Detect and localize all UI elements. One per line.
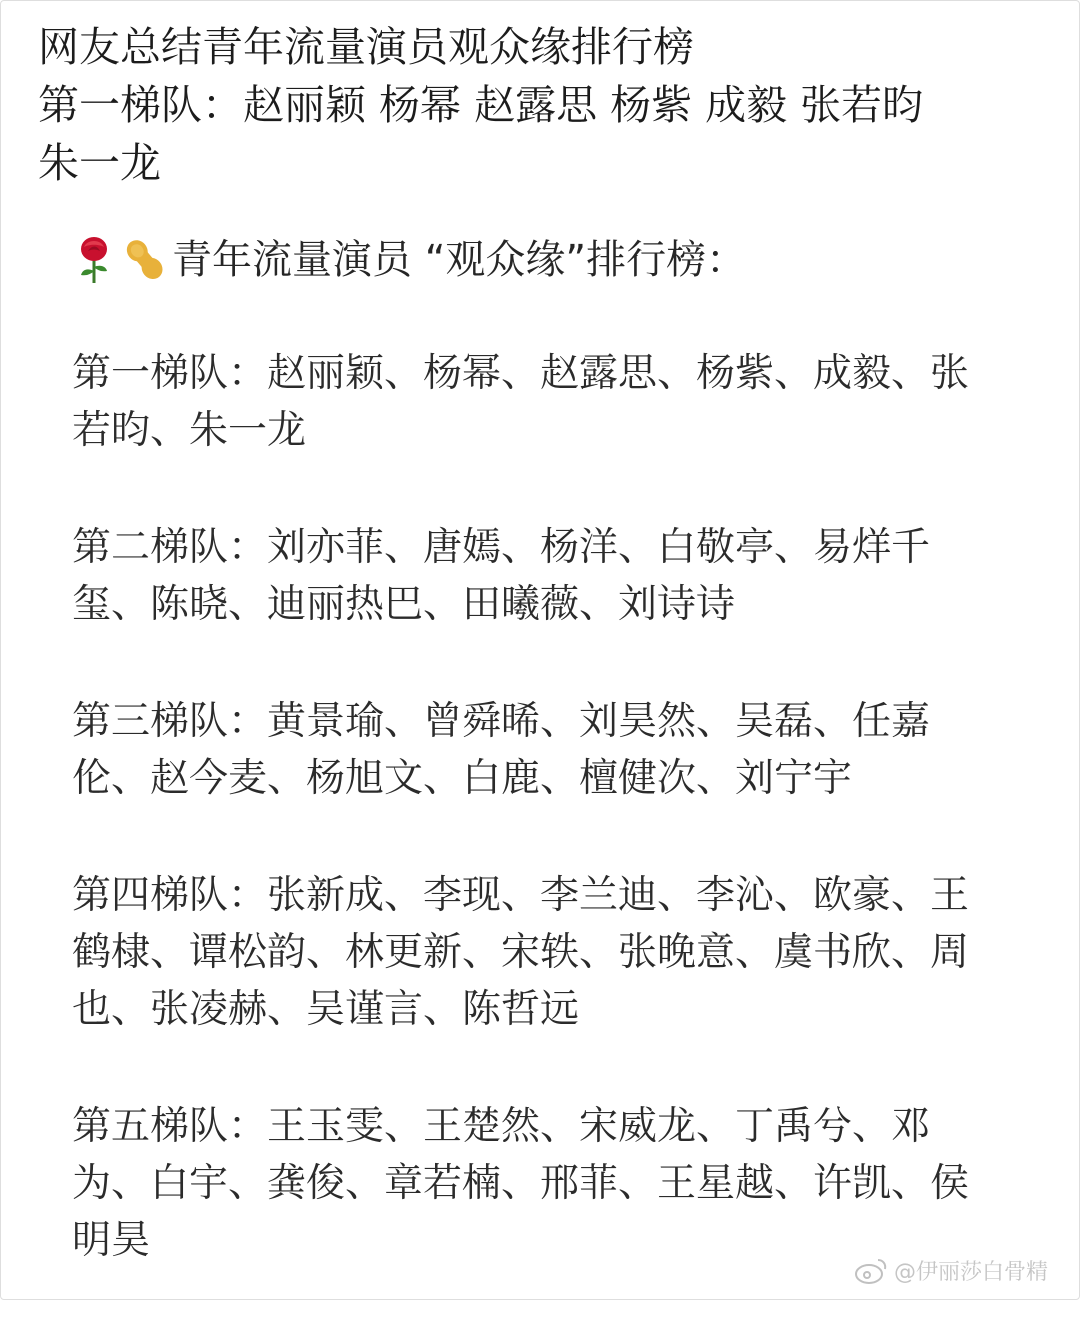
tier-names: 赵丽颖、杨幂、赵露思、杨紫、成毅、张若昀、朱一龙 [72,351,970,453]
tier-label: 第一梯队： [72,351,268,396]
tier-2 [72,519,1002,633]
post-summary-line: 第一梯队：赵丽颖 杨幂 赵露思 杨紫 成毅 张若昀 [38,81,924,129]
tier-names: 刘亦菲、唐嫣、杨洋、白敬亭、易烊千玺、陈晓、迪丽热巴、田曦薇、刘诗诗 [72,525,931,627]
watermark-text: @伊丽莎白骨精 [893,1260,1048,1285]
tier-1 [72,345,1002,459]
tier-label: 第三梯队： [72,699,268,744]
tier-label: 第五梯队： [72,1104,268,1149]
post-summary-line: 朱一龙 [38,139,161,187]
tier-names: 张新成、李现、李兰迪、李沁、欧豪、王鹤棣、谭松韵、林更新、宋轶、张晚意、虞书欣、周也、张凌赫、吴谨言、陈哲远 [72,873,970,1032]
peanut-icon [122,235,168,285]
post-text [38,18,1048,192]
tier-label: 第二梯队： [72,525,268,570]
post-title: 网友总结青年流量演员观众缘排行榜 [38,23,694,71]
tier-list [72,345,1002,1269]
weibo-icon [854,1256,888,1286]
weibo-watermark [854,1255,1048,1286]
tier-3 [72,693,1002,807]
tier-label: 第四梯队： [72,873,268,918]
tier-names: 王玉雯、王楚然、宋威龙、丁禹兮、邓为、白宇、龚俊、章若楠、邢菲、王星越、许凯、侯明昊 [72,1104,970,1263]
rose-icon [72,235,118,285]
note-title-row [72,225,1002,295]
tier-5 [72,1098,1002,1269]
tier-4 [72,867,1002,1038]
tier-names: 黄景瑜、曾舜晞、刘昊然、吴磊、任嘉伦、赵今麦、杨旭文、白鹿、檀健次、刘宁宇 [72,699,931,801]
embedded-note-image [72,225,1002,1329]
note-title: 青年流量演员 “观众缘”排行榜： [172,237,747,283]
